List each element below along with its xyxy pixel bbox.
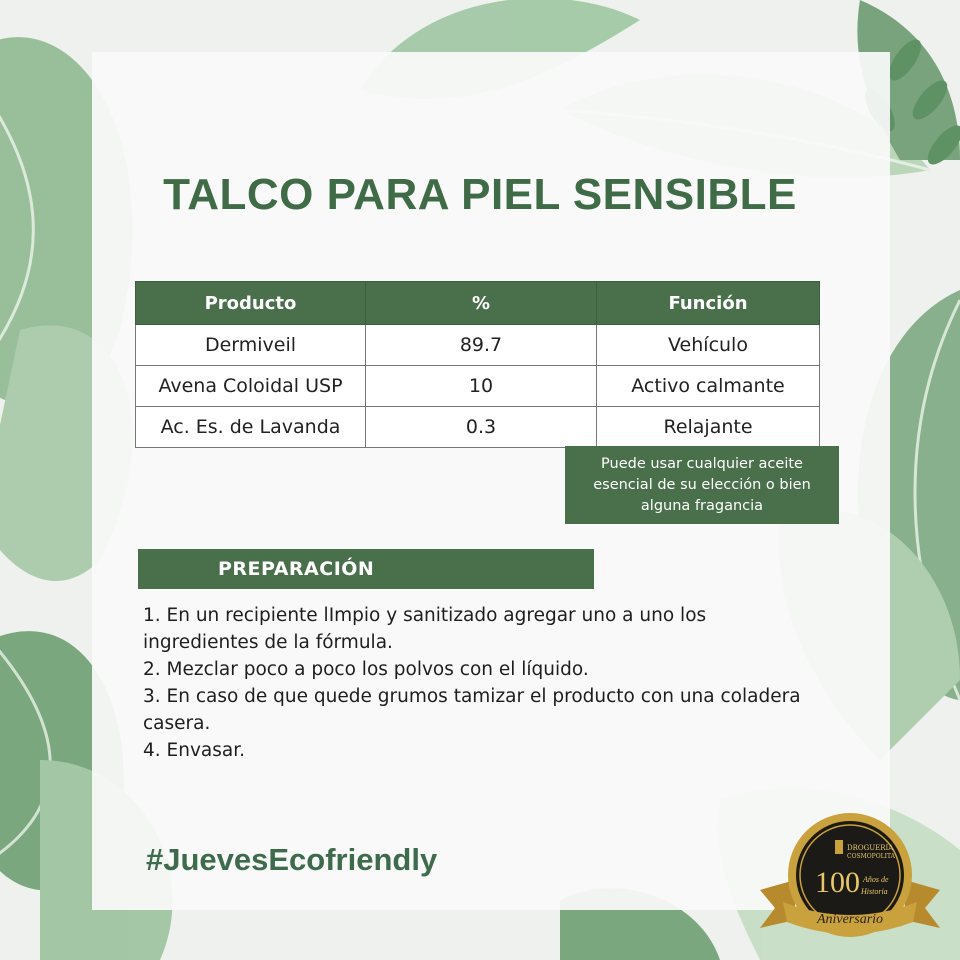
function-cell: Activo calmante <box>597 366 820 407</box>
note-line: esencial de su elección o bien <box>593 476 811 493</box>
column-header-percent: % <box>366 282 597 325</box>
percent-cell: 89.7 <box>366 325 597 366</box>
list-item: 2. Mezclar poco a poco los polvos con el líquido. <box>143 659 589 680</box>
svg-text:DROGUERIA: DROGUERIA <box>847 844 894 852</box>
svg-text:Historia: Historia <box>861 887 888 896</box>
column-header-function: Función <box>597 282 820 325</box>
svg-text:COSMOPOLITA: COSMOPOLITA <box>847 853 895 860</box>
table-header-row <box>136 282 820 325</box>
hashtag: #JuevesEcofriendly <box>146 842 438 877</box>
list-item: 1. En un recipiente lImpio y sanitizado agregar uno a uno los ingredientes de la fórmula. <box>143 605 707 653</box>
product-cell: Dermiveil <box>136 325 366 366</box>
list-item: 4. Envasar. <box>143 740 245 761</box>
product-cell: Avena Coloidal USP <box>136 366 366 407</box>
seal-ribbon: Aniversario <box>816 912 884 927</box>
table-row <box>136 407 820 448</box>
seal-number: 100 <box>815 866 860 899</box>
table-row <box>136 325 820 366</box>
function-cell: Relajante <box>597 407 820 448</box>
fragrance-note <box>565 446 839 524</box>
anniversary-seal-logo <box>755 810 945 950</box>
page-title: TALCO PARA PIEL SENSIBLE <box>163 170 797 219</box>
percent-cell: 0.3 <box>366 407 597 448</box>
note-line: Puede usar cualquier aceite <box>601 455 803 472</box>
function-cell: Vehículo <box>597 325 820 366</box>
column-header-product: Producto <box>136 282 366 325</box>
formula-table <box>135 281 820 448</box>
list-item: 3. En caso de que quede grumos tamizar el producto con una coladera casera. <box>143 686 801 734</box>
table-row <box>136 366 820 407</box>
preparation-heading: PREPARACIÓN <box>138 549 594 589</box>
product-cell: Ac. Es. de Lavanda <box>136 407 366 448</box>
percent-cell: 10 <box>366 366 597 407</box>
preparation-steps <box>143 602 803 764</box>
note-line: alguna fragancia <box>640 497 764 514</box>
svg-text:Años de: Años de <box>863 875 889 884</box>
